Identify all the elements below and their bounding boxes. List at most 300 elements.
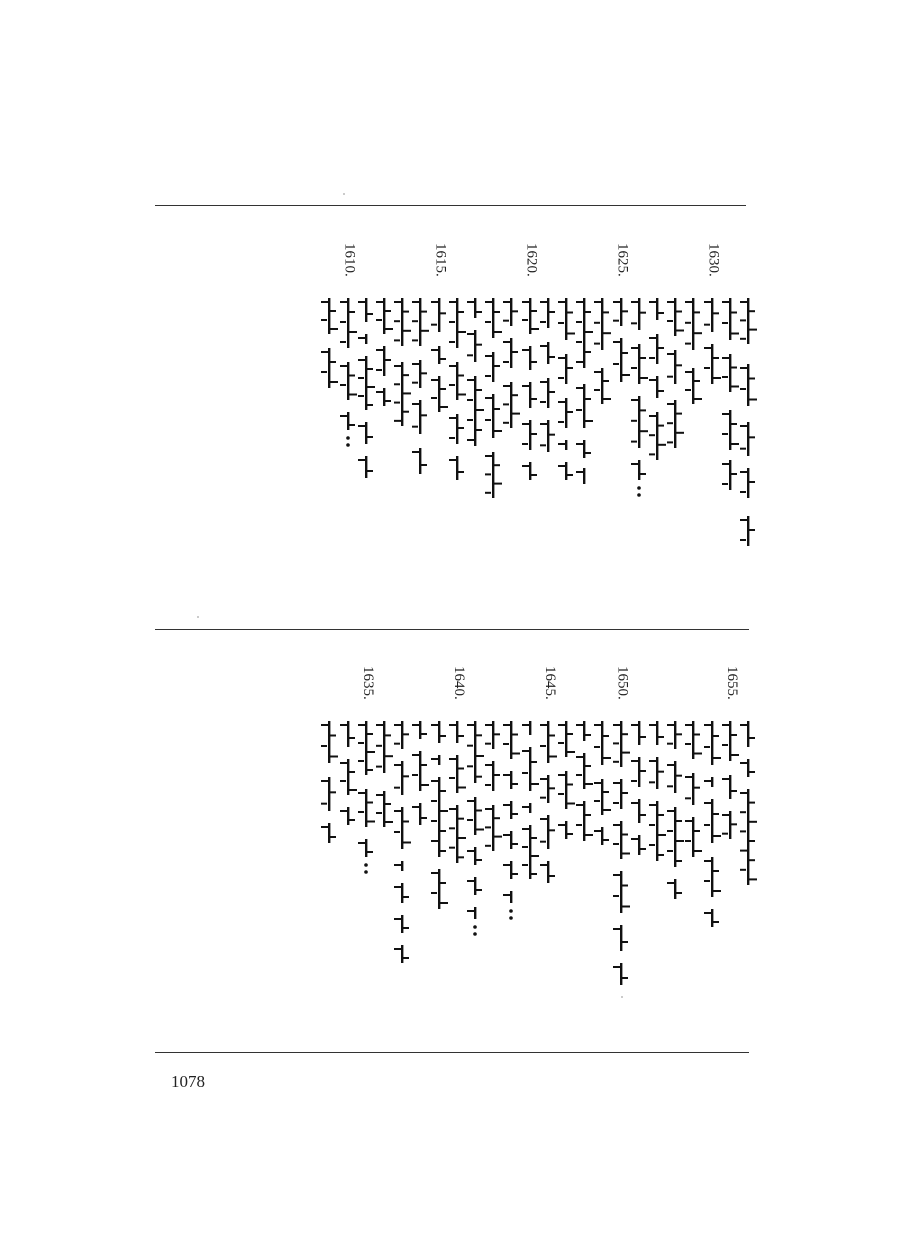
- glyph-stroke: [567, 411, 573, 413]
- glyph-stroke: [512, 734, 518, 736]
- script-line: [556, 721, 576, 843]
- glyph-stroke: [649, 724, 657, 726]
- glyph-stroke: [522, 465, 530, 467]
- script-line: [592, 721, 612, 849]
- glyph-stroke: [640, 377, 648, 379]
- glyph-stroke: [512, 394, 518, 396]
- glyph-stroke: [613, 301, 621, 303]
- glyph-stroke: [431, 301, 439, 303]
- glyph-stroke: [485, 355, 493, 357]
- script-glyphs: [574, 298, 594, 488]
- glyph-stroke: [376, 369, 382, 371]
- script-glyphs: [702, 298, 722, 400]
- text-column: [611, 666, 631, 1046]
- text-column: [629, 666, 649, 1046]
- glyph-stroke: [694, 380, 700, 382]
- line-number: 1620.: [523, 243, 540, 277]
- glyph-stroke: [558, 724, 566, 726]
- glyph-stroke: [503, 774, 511, 776]
- glyph-stroke: [540, 444, 546, 446]
- glyph-stroke: [458, 331, 466, 333]
- glyph-stroke: [640, 430, 648, 432]
- word-stem: [674, 350, 676, 384]
- glyph-stroke: [567, 474, 573, 476]
- text-column: [592, 243, 612, 623]
- glyph-stroke: [503, 341, 511, 343]
- script-line: [702, 721, 722, 931]
- glyph-stroke: [667, 743, 673, 745]
- glyph-stroke: [540, 321, 546, 323]
- glyph-stroke: [494, 774, 500, 776]
- glyph-stroke: [340, 780, 346, 782]
- glyph-stroke: [594, 830, 602, 832]
- glyph-stroke: [685, 820, 693, 822]
- glyph-stroke: [622, 977, 628, 979]
- glyph-stroke: [558, 824, 566, 826]
- script-glyphs: [447, 298, 467, 484]
- glyph-stroke: [503, 804, 511, 806]
- script-line: [392, 298, 412, 430]
- text-column: [410, 243, 430, 623]
- glyph-stroke: [358, 425, 366, 427]
- glyph-stroke: [640, 736, 646, 738]
- glyph-stroke: [476, 429, 482, 431]
- glyph-stroke: [658, 444, 666, 446]
- glyph-stroke: [494, 365, 500, 367]
- glyph-stroke: [667, 320, 673, 322]
- text-column: [538, 243, 558, 623]
- glyph-stroke: [631, 301, 639, 303]
- glyph-stroke: [722, 357, 730, 359]
- glyph-stroke: [394, 831, 400, 833]
- glyph-stroke: [613, 895, 619, 897]
- glyph-stroke: [349, 375, 355, 377]
- glyph-stroke: [694, 753, 702, 755]
- glyph-stroke: [403, 775, 409, 777]
- glyph-stroke: [385, 359, 391, 361]
- script-glyphs: [501, 721, 521, 925]
- glyph-stroke: [731, 312, 737, 314]
- glyph-stroke: [394, 365, 402, 367]
- text-column: [702, 243, 722, 623]
- glyph-stroke: [722, 778, 730, 780]
- glyph-stroke: [522, 828, 530, 830]
- glyph-stroke: [330, 328, 338, 330]
- glyph-stroke: [704, 324, 710, 326]
- glyph-stroke: [403, 330, 411, 332]
- text-column: [611, 243, 631, 623]
- glyph-stroke: [540, 745, 546, 747]
- glyph-stroke: [722, 463, 730, 465]
- glyph-stroke: [340, 810, 348, 812]
- text-column: [338, 243, 358, 623]
- glyph-stroke: [676, 820, 682, 822]
- glyph-stroke: [503, 894, 511, 896]
- glyph-stroke: [594, 301, 602, 303]
- glyph-stroke: [367, 733, 373, 735]
- glyph-stroke: [576, 724, 584, 726]
- script-line: [574, 298, 594, 488]
- glyph-stroke: [358, 395, 364, 397]
- glyph-stroke: [431, 780, 439, 782]
- glyph-stroke: [494, 733, 500, 735]
- glyph-stroke: [394, 743, 400, 745]
- glyph-stroke: [340, 762, 348, 764]
- glyph-stroke: [467, 765, 473, 767]
- glyph-stroke: [412, 403, 420, 405]
- script-glyphs: [538, 298, 558, 456]
- glyph-stroke: [649, 824, 655, 826]
- glyph-stroke: [585, 765, 591, 767]
- glyph-stroke: [449, 365, 457, 367]
- glyph-stroke: [367, 313, 373, 315]
- glyph-stroke: [458, 837, 466, 839]
- glyph-stroke: [540, 864, 548, 866]
- glyph-stroke: [431, 800, 437, 802]
- glyph-stroke: [522, 724, 530, 726]
- text-column: [447, 243, 467, 623]
- text-column: [738, 243, 758, 623]
- word-stem: [474, 721, 476, 783]
- glyph-stroke: [740, 539, 746, 541]
- glyph-stroke: [458, 394, 466, 396]
- glyph-stroke: [503, 422, 509, 424]
- glyph-stroke: [649, 844, 655, 846]
- script-line: [374, 721, 394, 831]
- glyph-stroke: [394, 886, 402, 888]
- glyph-stroke: [440, 882, 446, 884]
- word-stem: [365, 721, 367, 775]
- glyph-stroke: [385, 328, 393, 330]
- glyph-stroke: [740, 792, 748, 794]
- glyph-stroke: [676, 860, 682, 862]
- glyph-stroke: [549, 311, 555, 313]
- glyph-stroke: [467, 419, 473, 421]
- word-stem: [674, 400, 676, 448]
- text-column: [319, 666, 339, 1046]
- glyph-stroke: [421, 464, 427, 466]
- glyph-stroke: [603, 791, 609, 793]
- text-column: [392, 243, 412, 623]
- glyph-stroke: [449, 758, 457, 760]
- word-stem: [419, 721, 421, 739]
- glyph-stroke: [540, 301, 548, 303]
- script-line: [356, 298, 376, 482]
- glyph-stroke: [576, 301, 584, 303]
- glyph-stroke: [394, 301, 402, 303]
- glyph-stroke: [631, 463, 639, 465]
- text-column: [574, 243, 594, 623]
- glyph-stroke: [649, 760, 657, 762]
- glyph-stroke: [540, 423, 548, 425]
- glyph-stroke: [421, 784, 429, 786]
- script-glyphs: [410, 721, 430, 829]
- glyph-stroke: [749, 529, 755, 531]
- glyph-stroke: [722, 322, 728, 324]
- script-line: [429, 298, 449, 416]
- word-stem: [547, 815, 549, 849]
- glyph-stroke: [740, 388, 746, 390]
- text-column: [665, 243, 685, 623]
- glyph-stroke: [622, 906, 630, 908]
- glyph-stroke: [540, 401, 546, 403]
- glyph-stroke: [458, 735, 464, 737]
- glyph-stroke: [412, 754, 420, 756]
- glyph-stroke: [613, 724, 621, 726]
- glyph-stroke: [667, 441, 673, 443]
- glyph-stroke: [431, 724, 439, 726]
- glyph-stroke: [558, 357, 566, 359]
- script-glyphs: [629, 721, 649, 859]
- text-column: [665, 666, 685, 1046]
- glyph-stroke: [494, 464, 500, 466]
- glyph-stroke: [649, 357, 655, 359]
- script-glyphs: [520, 298, 540, 484]
- glyph-stroke: [321, 724, 329, 726]
- glyph-stroke: [385, 821, 393, 823]
- glyph-stroke: [403, 896, 409, 898]
- script-glyphs: [629, 298, 649, 502]
- script-glyphs: [738, 721, 758, 889]
- glyph-stroke: [421, 414, 427, 416]
- glyph-stroke: [340, 321, 346, 323]
- glyph-stroke: [549, 787, 555, 789]
- glyph-stroke: [485, 743, 491, 745]
- glyph-stroke: [367, 821, 375, 823]
- word-stem: [583, 440, 585, 458]
- word-stem: [419, 400, 421, 434]
- line-number: 1625.: [614, 243, 631, 277]
- glyph-stroke: [576, 443, 584, 445]
- script-glyphs: [319, 298, 339, 392]
- glyph-stroke: [540, 797, 546, 799]
- script-line: [429, 721, 449, 913]
- glyph-stroke: [603, 809, 611, 811]
- punctuation-dot: [364, 870, 368, 874]
- glyph-stroke: [330, 381, 338, 383]
- word-stem: [711, 298, 713, 332]
- word-stem: [510, 861, 512, 879]
- glyph-stroke: [613, 782, 621, 784]
- glyph-stroke: [558, 421, 564, 423]
- glyph-stroke: [485, 375, 491, 377]
- script-line: [483, 298, 503, 502]
- glyph-stroke: [376, 794, 384, 796]
- word-stem: [601, 298, 603, 350]
- glyph-stroke: [340, 301, 348, 303]
- glyph-stroke: [722, 744, 728, 746]
- glyph-stroke: [576, 409, 582, 411]
- script-line: [556, 298, 576, 484]
- word-stem: [347, 298, 349, 348]
- glyph-stroke: [467, 439, 475, 441]
- glyph-stroke: [394, 724, 402, 726]
- glyph-stroke: [540, 841, 546, 843]
- glyph-stroke: [485, 301, 493, 303]
- text-column: [574, 666, 594, 1046]
- glyph-stroke: [558, 401, 566, 403]
- glyph-stroke: [676, 364, 682, 366]
- line-number: 1655.: [723, 666, 740, 700]
- word-stem: [365, 356, 367, 410]
- script-line: [574, 721, 594, 845]
- word-stem: [347, 807, 349, 825]
- glyph-stroke: [522, 443, 528, 445]
- glyph-stroke: [667, 764, 675, 766]
- glyph-stroke: [740, 762, 748, 764]
- glyph-stroke: [667, 830, 673, 832]
- word-stem: [529, 462, 531, 480]
- glyph-stroke: [558, 465, 566, 467]
- glyph-stroke: [594, 371, 602, 373]
- upper-rule: [155, 205, 746, 206]
- glyph-stroke: [685, 797, 691, 799]
- word-stem: [747, 759, 749, 777]
- glyph-stroke: [585, 311, 591, 313]
- glyph-stroke: [531, 474, 537, 476]
- middle-rule: [155, 629, 749, 630]
- glyph-stroke: [567, 803, 575, 805]
- word-stem: [510, 891, 512, 903]
- glyph-stroke: [358, 337, 366, 339]
- word-stem: [747, 422, 749, 456]
- glyph-stroke: [731, 333, 739, 335]
- glyph-stroke: [522, 772, 528, 774]
- glyph-stroke: [431, 892, 437, 894]
- glyph-stroke: [658, 854, 664, 856]
- glyph-stroke: [667, 353, 675, 355]
- line-number: 1615.: [432, 243, 449, 277]
- glyph-stroke: [685, 776, 693, 778]
- glyph-stroke: [421, 817, 427, 819]
- glyph-stroke: [531, 873, 537, 875]
- glyph-stroke: [376, 349, 384, 351]
- text-column: [356, 243, 376, 623]
- glyph-stroke: [449, 321, 455, 323]
- glyph-stroke: [340, 341, 346, 343]
- glyph-stroke: [558, 377, 564, 379]
- punctuation-dot: [473, 932, 477, 936]
- glyph-stroke: [676, 840, 684, 842]
- glyph-stroke: [704, 724, 712, 726]
- glyph-stroke: [512, 413, 520, 415]
- script-line: [647, 298, 667, 464]
- glyph-stroke: [704, 802, 712, 804]
- glyph-stroke: [676, 892, 682, 894]
- glyph-stroke: [549, 875, 555, 877]
- glyph-stroke: [440, 312, 446, 314]
- glyph-stroke: [704, 780, 712, 782]
- glyph-stroke: [522, 319, 528, 321]
- script-glyphs: [338, 298, 358, 452]
- glyph-stroke: [613, 824, 621, 826]
- script-glyphs: [592, 721, 612, 849]
- text-column: [647, 243, 667, 623]
- glyph-stroke: [740, 338, 746, 340]
- script-glyphs: [720, 298, 740, 494]
- glyph-stroke: [458, 427, 464, 429]
- glyph-stroke: [358, 359, 366, 361]
- glyph-stroke: [640, 409, 646, 411]
- glyph-stroke: [722, 376, 728, 378]
- glyph-stroke: [640, 312, 646, 314]
- glyph-stroke: [349, 737, 355, 739]
- glyph-stroke: [321, 371, 327, 373]
- glyph-stroke: [603, 839, 609, 841]
- word-stem: [328, 777, 330, 811]
- word-stem: [456, 805, 458, 863]
- glyph-stroke: [385, 310, 391, 312]
- glyph-stroke: [385, 803, 391, 805]
- text-column: [338, 666, 358, 1046]
- script-glyphs: [465, 298, 485, 450]
- glyph-stroke: [622, 374, 630, 376]
- glyph-stroke: [640, 770, 646, 772]
- line-number: 1640.: [450, 666, 467, 700]
- glyph-stroke: [503, 724, 511, 726]
- glyph-stroke: [476, 389, 482, 391]
- glyph-stroke: [749, 878, 757, 880]
- glyph-stroke: [549, 356, 555, 358]
- word-stem: [583, 468, 585, 484]
- glyph-stroke: [685, 840, 691, 842]
- glyph-stroke: [704, 880, 710, 882]
- glyph-stroke: [485, 808, 493, 810]
- glyph-stroke: [631, 838, 639, 840]
- glyph-stroke: [567, 751, 575, 753]
- glyph-stroke: [585, 734, 591, 736]
- text-column: [483, 666, 503, 1046]
- glyph-stroke: [740, 425, 748, 427]
- punctuation-dot: [346, 443, 350, 447]
- glyph-stroke: [485, 845, 491, 847]
- glyph-stroke: [412, 363, 420, 365]
- glyph-stroke: [503, 834, 511, 836]
- glyph-stroke: [649, 337, 657, 339]
- word-stem: [510, 801, 512, 819]
- script-glyphs: [665, 721, 685, 903]
- glyph-stroke: [676, 432, 684, 434]
- script-glyphs: [483, 298, 503, 502]
- word-stem: [401, 915, 403, 933]
- text-column: [447, 666, 467, 1046]
- glyph-stroke: [540, 381, 548, 383]
- glyph-stroke: [631, 420, 637, 422]
- glyph-stroke: [376, 745, 382, 747]
- glyph-stroke: [622, 885, 628, 887]
- glyph-stroke: [412, 451, 420, 453]
- glyph-stroke: [740, 319, 746, 321]
- glyph-stroke: [431, 349, 439, 351]
- script-glyphs: [611, 721, 631, 989]
- text-column: [465, 666, 485, 1046]
- word-stem: [492, 452, 494, 498]
- glyph-stroke: [558, 774, 566, 776]
- script-glyphs: [356, 298, 376, 482]
- glyph-stroke: [494, 311, 500, 313]
- script-line: [520, 721, 540, 883]
- glyph-stroke: [649, 301, 657, 303]
- script-glyphs: [683, 298, 703, 408]
- glyph-stroke: [467, 910, 475, 912]
- glyph-stroke: [676, 733, 682, 735]
- script-glyphs: [702, 721, 722, 931]
- glyph-stroke: [485, 473, 491, 475]
- glyph-stroke: [458, 471, 464, 473]
- glyph-stroke: [503, 320, 509, 322]
- glyph-stroke: [440, 406, 448, 408]
- word-stem: [529, 721, 531, 735]
